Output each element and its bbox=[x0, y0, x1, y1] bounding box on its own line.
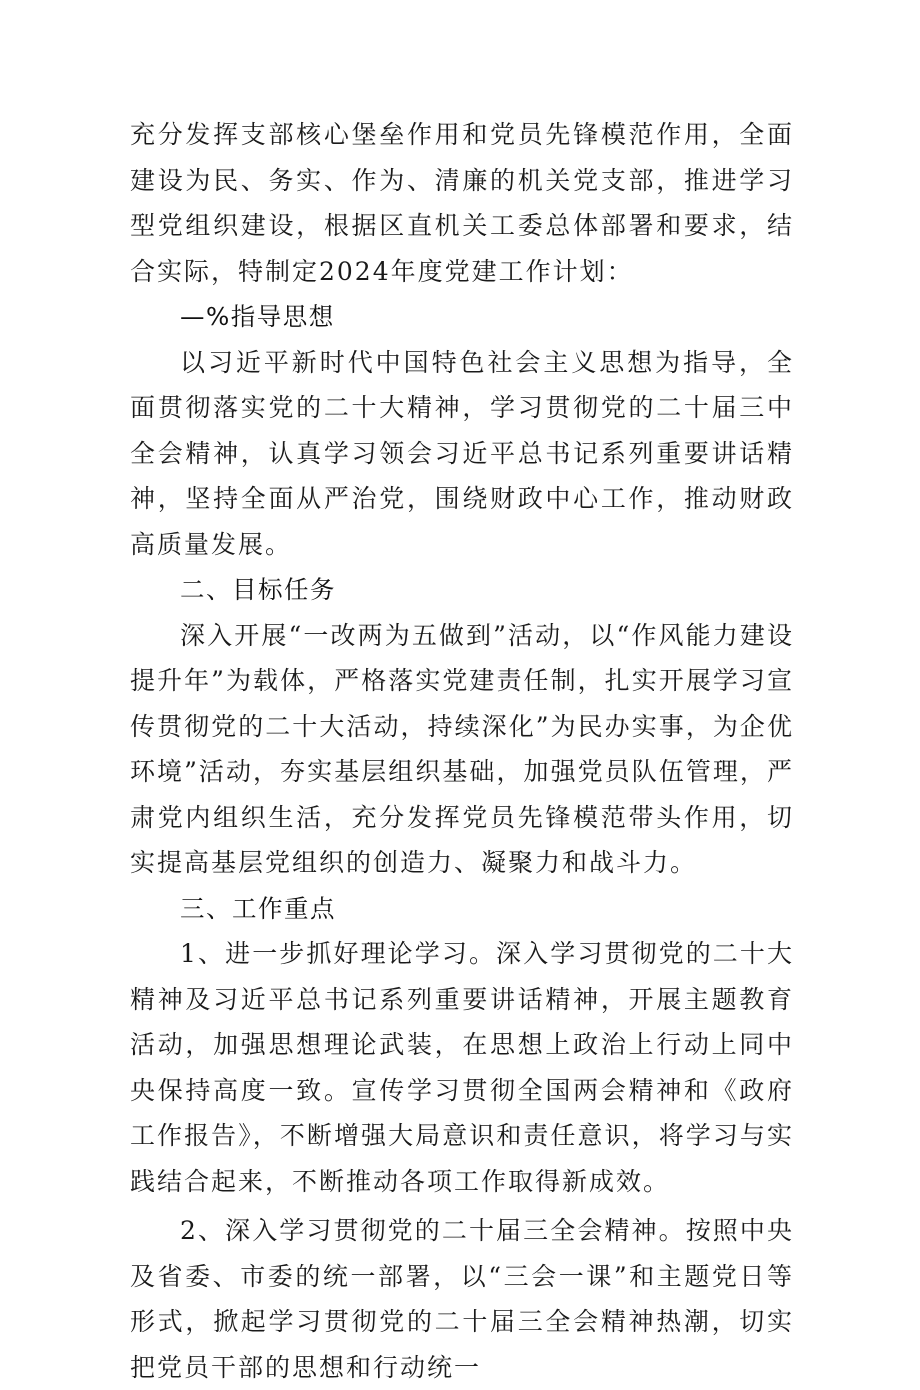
work-focus-item-2: 2、深入学习贯彻党的二十届三全会精神。按照中央及省委、市委的统一部署，以“三会一课”和主题党日等形式，掀起学习贯彻党的二十届三全会精神热潮，切实把党员干部的思想和行动统一 bbox=[130, 1216, 794, 1382]
section-heading-work-focus: 三、工作重点 bbox=[180, 893, 336, 923]
document-body bbox=[130, 112, 794, 1390]
section-heading-guiding-ideology: —%指导思想 bbox=[180, 302, 335, 331]
intro-paragraph: 充分发挥支部核心堡垒作用和党员先锋模范作用，全面建设为民、务实、作为、清廉的机关党支部，推进学习型党组织建设，根据区直机关工委总体部署和要求，结合实际，特制定2024年度党建工作计划： bbox=[130, 120, 794, 286]
guiding-ideology-paragraph: 以习近平新时代中国特色社会主义思想为指导，全面贯彻落实党的二十大精神，学习贯彻党的二十届三中全会精神，认真学习领会习近平总书记系列重要讲话精神，坚持全面从严治党，围绕财政中心工作，推动财政高质量发展。 bbox=[130, 347, 794, 559]
goals-paragraph: 深入开展“一改两为五做到”活动，以“作风能力建设提升年”为载体，严格落实党建责任制，扎实开展学习宣传贯彻党的二十大活动，持续深化”为民办实事，为企优环境”活动，夯实基层组织基础，加强党员队伍管理，严肃党内组织生活，充分发挥党员先锋模范带头作用，切实提高基层党组织的创造力、凝聚力和战斗力。 bbox=[130, 620, 794, 877]
section-heading-goals: 二、目标任务 bbox=[180, 575, 336, 604]
work-focus-item-1: 1、进一步抓好理论学习。深入学习贯彻党的二十大精神及习近平总书记系列重要讲话精神，开展主题教育活动，加强思想理论武装，在思想上政治上行动上同中央保持高度一致。宣传学习贯彻全国两会精神和《政府工作报告》，不断增强大局意识和责任意识，将学习与实践结合起来，不断推动各项工作取得新成效。 bbox=[130, 939, 794, 1196]
